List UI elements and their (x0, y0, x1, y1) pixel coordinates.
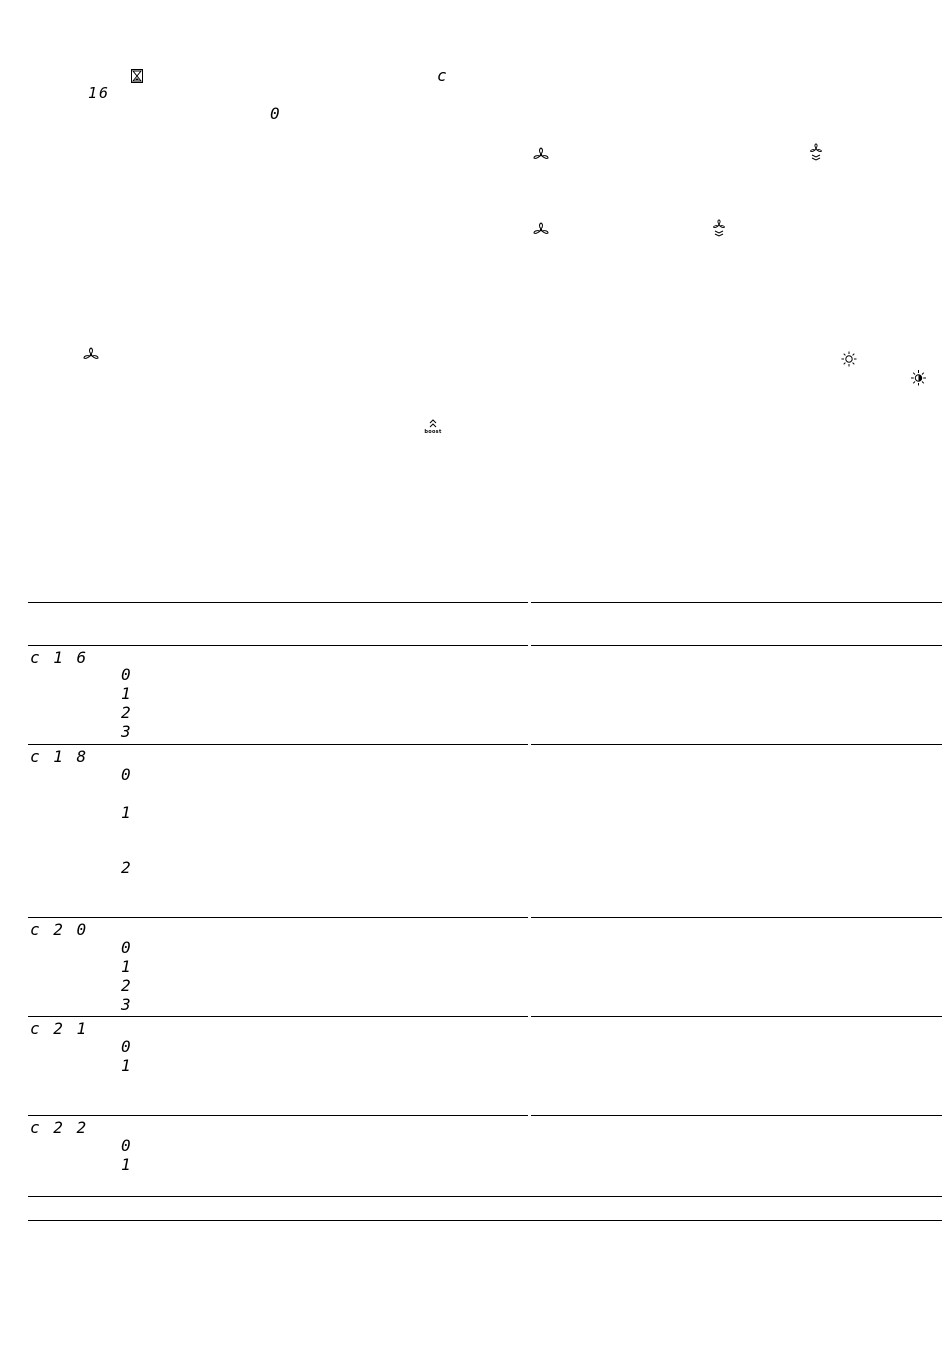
setting-value: 1 (121, 1056, 133, 1075)
table-top-rule (28, 602, 528, 603)
hourglass-icon (131, 68, 143, 87)
setting-value: 0 (121, 765, 133, 784)
setting-value: 2 (121, 976, 133, 995)
row-divider (28, 917, 528, 918)
setting-value: 1 (121, 1155, 133, 1174)
c-symbol-display: c (437, 66, 449, 85)
boost-label: boost (424, 429, 442, 435)
value-display: 0 (270, 104, 282, 123)
table-header-rule (531, 645, 942, 646)
row-divider (531, 744, 942, 745)
setting-value: 3 (121, 995, 133, 1014)
fan-level-icon (712, 219, 726, 241)
setting-code: c 2 2 (30, 1118, 89, 1137)
setting-value: 2 (121, 703, 133, 722)
fan-level-icon (809, 143, 823, 165)
row-divider (28, 1115, 528, 1116)
setting-value: 1 (121, 803, 133, 822)
row-divider (28, 744, 528, 745)
fan-icon (533, 146, 549, 165)
boost-icon (422, 418, 444, 435)
table-top-rule (531, 602, 942, 603)
setting-value: 3 (121, 722, 133, 741)
row-divider (531, 1115, 942, 1116)
row-divider (531, 917, 942, 918)
setting-value: 1 (121, 957, 133, 976)
setting-code: c 1 6 (30, 648, 89, 667)
row-divider (531, 1016, 942, 1017)
setting-code: c 1 8 (30, 747, 89, 766)
fan-icon (83, 346, 99, 365)
setting-number-display: 16 (88, 84, 111, 102)
fan-icon (533, 221, 549, 240)
light-dim-icon (910, 369, 927, 390)
table-header-rule (28, 645, 528, 646)
setting-value: 0 (121, 938, 133, 957)
setting-value: 0 (121, 1136, 133, 1155)
setting-value: 2 (121, 858, 133, 877)
setting-code: c 2 0 (30, 920, 89, 939)
row-divider (28, 1016, 528, 1017)
setting-value: 0 (121, 1037, 133, 1056)
table-bottom-rule (28, 1220, 942, 1221)
setting-value: 0 (121, 665, 133, 684)
row-divider (28, 1196, 942, 1197)
light-icon (841, 351, 857, 371)
setting-value: 1 (121, 684, 133, 703)
setting-code: c 2 1 (30, 1019, 89, 1038)
